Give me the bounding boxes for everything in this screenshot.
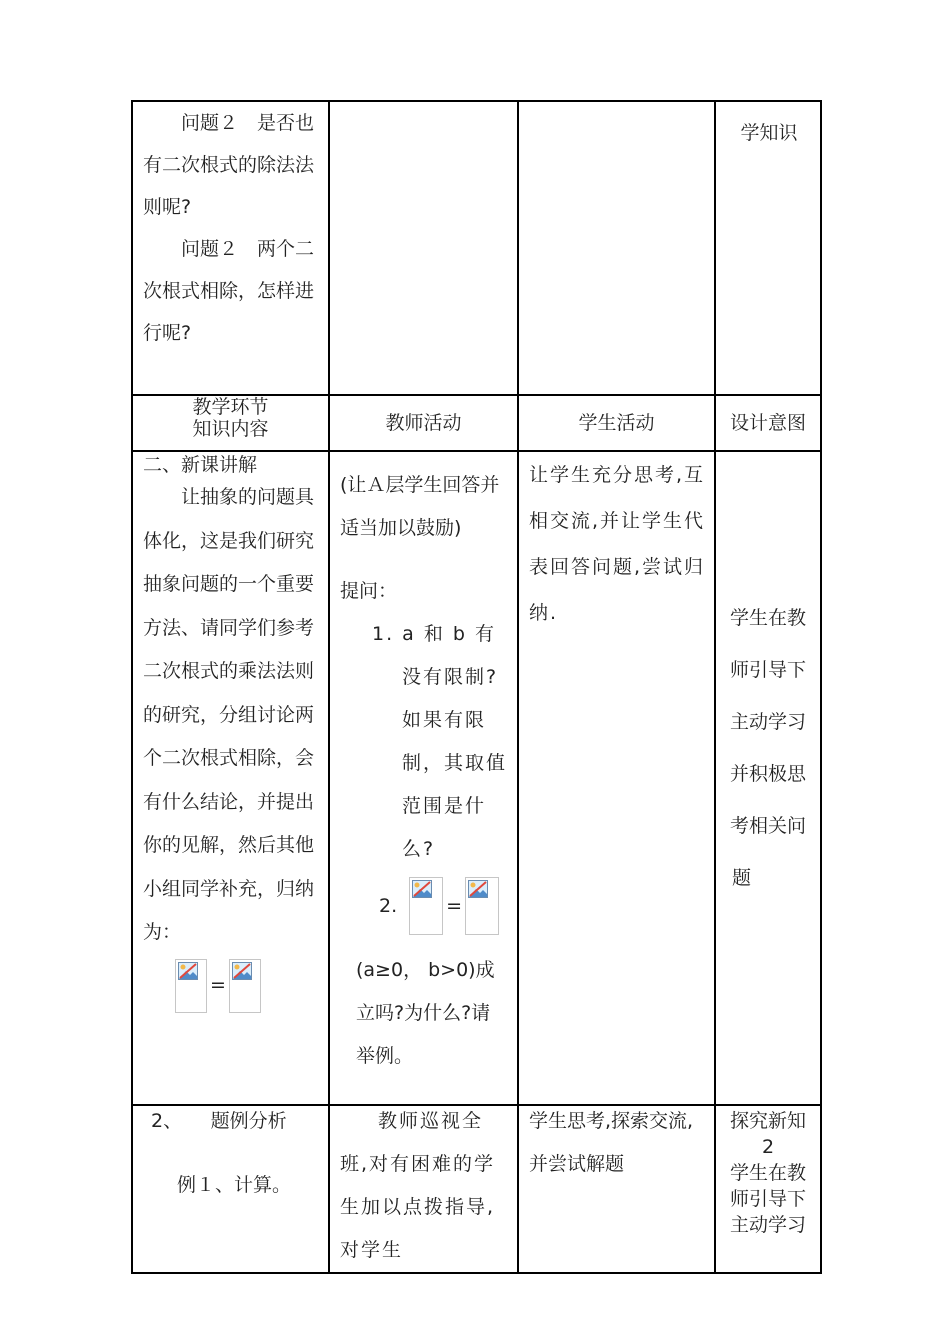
cell-teacher-activity [329,101,518,395]
cell-teacher-guidance [329,1105,518,1273]
design-explore-text [716,1106,820,1238]
lesson-plan-table [131,100,822,1274]
cell-example-content [132,1105,329,1273]
question-2-formula [376,877,509,935]
broken-image-icon [409,877,443,935]
cell-knowledge [132,101,329,395]
question-2-number: 2. [379,894,398,917]
table-header-row [132,395,821,451]
section-body: 让抽象的问题具体化，这是我们研究抽象问题的一个重要方法、请同学们参考二次根式的乘法法则的研究，分组讨论两个二次根式相除，会有什么结论，并提出你的见解，然后其他小组同学补充，归纳为： [143,486,315,943]
header-teacher-label: 教师活动 [385,412,462,434]
header-student [518,395,715,451]
design-line: 并积极思 [729,763,806,785]
cell-design-intent [715,101,821,395]
design-line: 题 [732,867,752,889]
design-line: 师引导下 [729,659,806,681]
design-line: 考相关问 [729,815,806,837]
cell-student-thinking [518,451,715,1105]
design-explore-line: 学生在教 [729,1162,806,1184]
broken-image-icon [175,959,207,1013]
design-explore-line: 师引导下 [729,1188,806,1210]
broken-image-icon [229,959,261,1013]
design-explore-line: 2 [761,1136,775,1158]
student-thinking-text: 让学生充分思考,互相交流,并让学生代表回答问题,尝试归纳. [529,464,706,624]
header-stage-line1: 教学环节 [192,396,269,418]
header-design [715,395,821,451]
cell-design-guided [715,451,821,1105]
equals-sign: = [210,973,226,996]
question-1: 1. a 和 b 有没有限制?如果有限制，其取值范围是什么? [372,623,508,860]
table-row-example [132,1105,821,1273]
broken-image-icon [465,877,499,935]
design-explore-line: 主动学习 [729,1214,806,1236]
example-1-label: 例１、计算。 [177,1174,292,1196]
header-design-label: 设计意图 [729,412,806,434]
formula-row [175,959,320,1013]
cell-new-lesson-content [132,451,329,1105]
design-explore-line: 探究新知 [729,1110,806,1132]
question-2a-text: 问题２ 是否也有二次根式的除法法则呢? [143,112,315,218]
cell-student-activity [518,101,715,395]
header-teacher [329,395,518,451]
ask-label: 提问： [340,580,398,602]
design-intent-text: 学知识 [740,122,798,144]
student-solving-text: 学生思考,探索交流,并尝试解题 [529,1110,694,1175]
teacher-guidance-text: 教师巡视全班,对有困难的学生加以点拨指导,对学生 [340,1110,496,1261]
cell-design-explore [715,1105,821,1273]
question-2b-text: 问题２ 两个二次根式相除，怎样进行呢? [143,238,315,344]
question-2-text: (a≥0， b>0)成立吗?为什么?请举例。 [356,959,495,1067]
equals-sign: = [446,894,463,917]
teacher-encourage-text: (让Ａ层学生回答并适当加以鼓励) [340,474,500,539]
cell-student-solving [518,1105,715,1273]
design-guided-text [716,452,820,904]
section-title: 二、新课讲解 [143,454,258,476]
cell-teacher-questions [329,451,518,1105]
table-row-continuation [132,101,821,395]
header-stage-line2: 知识内容 [192,418,269,440]
table-row-new-lesson [132,451,821,1105]
design-line: 主动学习 [729,711,806,733]
example-section-title: 2、 题例分析 [151,1110,287,1132]
header-student-label: 学生活动 [578,412,655,434]
header-stage [132,395,329,451]
design-line: 学生在教 [729,607,806,629]
